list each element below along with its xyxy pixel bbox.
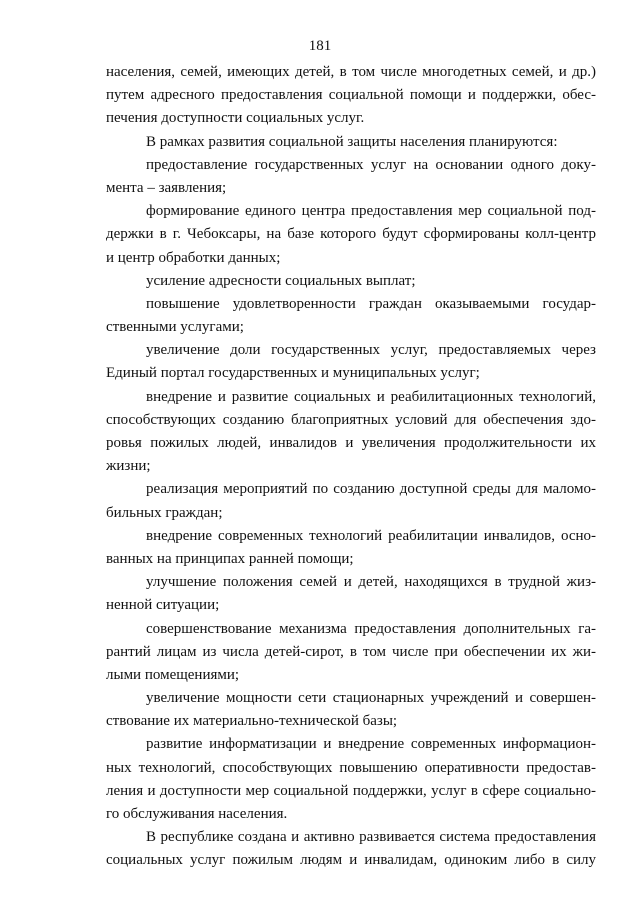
text-line: лыми помещениями; <box>106 666 240 683</box>
text-line: ненной ситуации; <box>106 597 220 614</box>
text-line: социальных услуг пожилым людям и инвалидам, одиноким либо в силу <box>106 852 596 869</box>
text-line: улучшение положения семей и детей, находящихся в трудной жиз- <box>146 574 596 591</box>
text-line: внедрение и развитие социальных и реабилитационных технологий, <box>146 388 596 405</box>
text-line: ственными услугами; <box>106 319 244 336</box>
text-line: ровья пожилых людей, инвалидов и увеличения продолжительности их <box>106 435 596 451</box>
text-line: мента – заявления; <box>106 179 227 196</box>
text-line: населения, семей, имеющих детей, в том числе многодетных семей, и др.) <box>106 64 596 80</box>
text-line: В республике создана и активно развивается система предоставления <box>146 829 596 846</box>
text-line: предоставление государственных услуг на основании одного доку- <box>146 156 596 173</box>
text-line: усиление адресности социальных выплат; <box>146 272 416 289</box>
text-line: повышение удовлетворенности граждан оказываемыми государ- <box>146 295 596 312</box>
text-line: ствование их материально-технической базы; <box>106 713 398 730</box>
text-line: ления и доступности мер социальной поддержки, услуг в сфере социально- <box>106 782 596 799</box>
text-line: реализация мероприятий по созданию доступной среды для маломо- <box>146 481 596 498</box>
text-line: путем адресного предоставления социальной помощи и поддержки, обес- <box>106 87 596 104</box>
text-line: бильных граждан; <box>106 504 223 521</box>
text-line: рантий лицам из числа детей-сирот, в том числе при обеспечении их жи- <box>106 643 596 660</box>
text-line: способствующих созданию благоприятных условий для обеспечения здо- <box>106 411 596 428</box>
text-line: В рамках развития социальной защиты населения планируются: <box>146 133 558 150</box>
text-line: ванных на принципах ранней помощи; <box>106 550 354 567</box>
text-line: увеличение мощности сети стационарных учреждений и совершен- <box>146 690 596 707</box>
text-line: формирование единого центра предоставления мер социальной под- <box>146 203 596 220</box>
text-line: го обслуживания населения. <box>106 806 288 822</box>
text-line: увеличение доли государственных услуг, предоставляемых через <box>146 342 596 359</box>
text-line: держки в г. Чебоксары, на базе которого будут сформированы колл-центр <box>106 226 596 243</box>
text-line: ных технологий, способствующих повышению оперативности предостав- <box>106 759 596 776</box>
text-line: Единый портал государственных и муниципальных услуг; <box>106 365 480 382</box>
text-line: развитие информатизации и внедрение современных информацион- <box>146 736 596 753</box>
body-text <box>106 61 596 873</box>
text-line: жизни; <box>106 458 151 475</box>
text-line: и центр обработки данных; <box>106 249 281 266</box>
text-line: совершенствование механизма предоставления дополнительных га- <box>146 620 596 637</box>
text-line: печения доступности социальных услуг. <box>106 110 365 127</box>
text-line: внедрение современных технологий реабилитации инвалидов, осно- <box>146 527 596 544</box>
page-number: 181 <box>308 38 332 54</box>
